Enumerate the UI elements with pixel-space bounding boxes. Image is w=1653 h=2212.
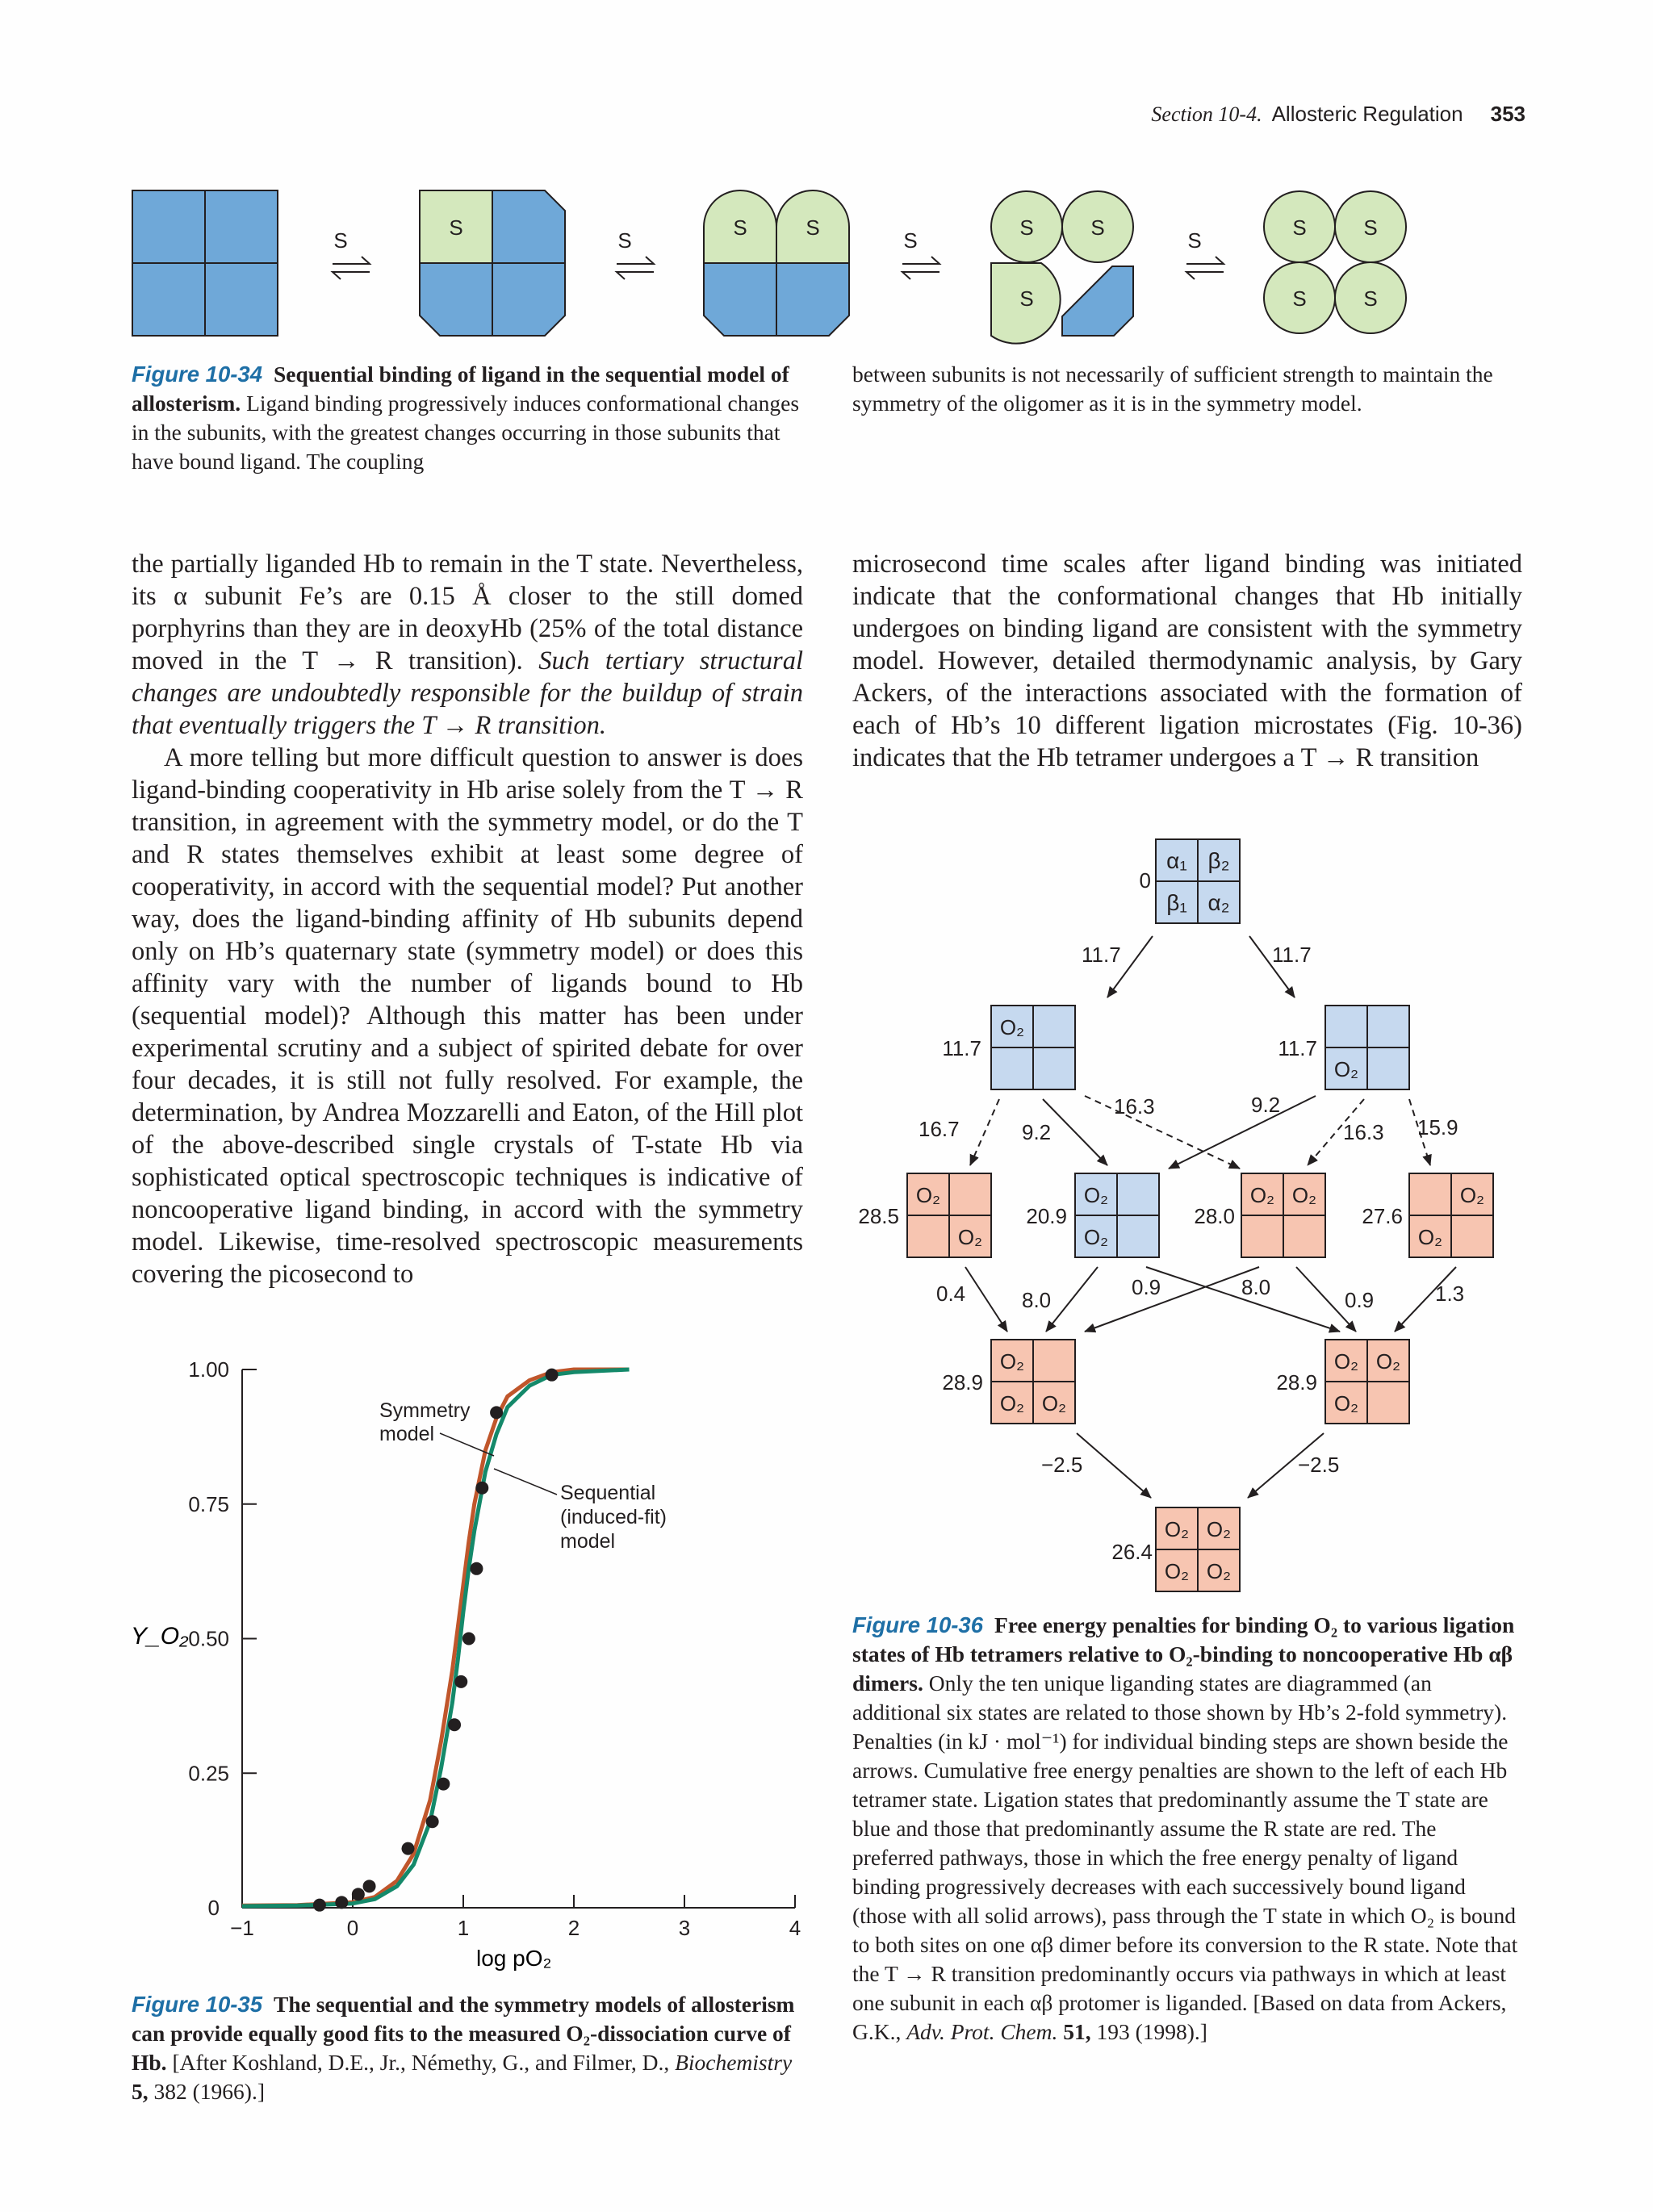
figure-10-35-number: Figure 10-35 <box>132 1992 263 2017</box>
svg-text:15.9: 15.9 <box>1417 1115 1458 1139</box>
svg-text:S: S <box>903 228 918 253</box>
annotation-symmetry-1: Symmetry <box>379 1399 471 1422</box>
figure-10-34-body-right: between subunits is not necessarily of sufficient strength to maintain the symmetry of the oligomer as it is in the symmetry model. <box>852 362 1493 416</box>
figure-10-36-number: Figure 10-36 <box>852 1612 984 1637</box>
svg-text:O₂: O₂ <box>1333 1057 1359 1081</box>
svg-text:16.3: 16.3 <box>1114 1094 1155 1119</box>
y-tick-label: 0 <box>207 1896 220 1920</box>
state-2b <box>1026 1173 1159 1257</box>
svg-text:β₁: β₁ <box>1166 890 1187 915</box>
svg-text:O₂: O₂ <box>1164 1559 1190 1583</box>
svg-text:O₂: O₂ <box>1206 1559 1232 1583</box>
svg-text:11.7: 11.7 <box>1272 943 1312 967</box>
figure-10-35-journal: Biochemistry <box>675 2050 793 2075</box>
svg-text:27.6: 27.6 <box>1362 1204 1403 1228</box>
left-paragraph-1-italic: Such tertiary structural changes are undoubtedly responsible for the buildup of strain that eventually triggers the T → R transition. <box>132 646 803 740</box>
header-title: Allosteric Regulation <box>1271 102 1463 126</box>
svg-text:S: S <box>1090 215 1105 240</box>
x-tick-label: 1 <box>457 1916 470 1940</box>
svg-text:S: S <box>733 215 747 240</box>
svg-text:S: S <box>1019 215 1034 240</box>
left-paragraph-2: A more telling but more difficult question to answer is does ligand-binding cooperativity in Hb arise solely from the T → R transition, in agreement with the symmetry model, or do the T and R states themselves exhibit at least some degree of cooperativity, in accord with the sequential model? Put another way, does the ligand-binding affinity of Hb subunits depend only on Hb’s quaternary state (symmetry model) or does this affinity vary with the number of ligands bound to Hb (sequential model)? Although this matter has been under experimental scrutiny and a subject of spirited debate for over four decades, it is still not fully resolved. For example, the determination, by Andrea Mozzarelli and Eaton, of the Hill plot of the above-described single crystals of T-state Hb via sophisticated optical spectroscopic techniques is indicative of noncooperative ligand binding, in accord with the symmetry model. Likewise, time-resolved spectroscopic measurements covering the picosecond to <box>132 743 803 1289</box>
svg-text:26.4: 26.4 <box>1111 1540 1153 1564</box>
figure-10-36-end: 193 (1998).] <box>1090 2019 1207 2044</box>
svg-text:O₂: O₂ <box>1333 1349 1359 1374</box>
svg-text:β₂: β₂ <box>1207 848 1230 873</box>
svg-text:0.9: 0.9 <box>1132 1275 1161 1299</box>
annotation-sequential-3: model <box>560 1530 616 1553</box>
figure-10-36-title: Free energy penalties for binding O₂ to various ligation states of Hb tetramers relative to O₂-binding to noncooperative Hb αβ dimers. <box>852 1612 1515 1696</box>
svg-text:0.9: 0.9 <box>1345 1288 1375 1312</box>
y-tick-label: 0.25 <box>188 1761 229 1786</box>
state-1-left <box>942 1006 1075 1089</box>
svg-text:8.0: 8.0 <box>1022 1288 1052 1312</box>
svg-text:S: S <box>1292 286 1307 311</box>
svg-text:9.2: 9.2 <box>1251 1093 1281 1117</box>
svg-text:16.3: 16.3 <box>1343 1120 1384 1144</box>
svg-text:9.2: 9.2 <box>1022 1120 1052 1144</box>
state-1-right <box>1278 1006 1409 1089</box>
svg-text:O₂: O₂ <box>1291 1183 1317 1207</box>
figure-10-36-journal: Adv. Prot. Chem. <box>906 2019 1058 2044</box>
svg-text:α₁: α₁ <box>1166 848 1187 873</box>
figure-10-35-citation-a: [After Koshland, D.E., Jr., Némethy, G., and Filmer, D., <box>172 2050 676 2075</box>
svg-text:O₂: O₂ <box>1417 1225 1443 1249</box>
svg-text:28.9: 28.9 <box>1276 1370 1317 1395</box>
state-3-right <box>1276 1340 1409 1424</box>
figure-10-36-body: Only the ten unique liganding states are diagrammed (an additional six states are related to those shown by Hb’s 2-fold symmetry). Penalties (in kJ · mol⁻¹) for individual binding steps are shown beside the arrows. Cumulative free energy penalties are shown to the left of each Hb tetramer state. Ligation states that predominantly assume the T state are blue and those that predominantly assume the R state are red. The preferred pathways, those in which the free energy penalty of ligand binding progressively decreases with each successively bound ligand (those with all solid arrows), pass through the T state in which O₂ is bound to both sites on one αβ dimer before its conversion to the R state. Note that the T → R transition predominantly occurs via pathways in which at least one subunit in each αβ protomer is liganded. [Based on data from Ackers, G.K., <box>852 1670 1518 2044</box>
svg-text:O₂: O₂ <box>1206 1517 1232 1541</box>
svg-text:S: S <box>1363 286 1378 311</box>
svg-text:S: S <box>333 228 348 253</box>
page-number: 353 <box>1490 102 1525 126</box>
svg-text:S: S <box>449 215 463 240</box>
svg-text:S: S <box>806 215 820 240</box>
svg-text:S: S <box>1292 215 1307 240</box>
svg-text:O₂: O₂ <box>1083 1183 1109 1207</box>
left-paragraph-1-text: the partially liganded Hb to remain in the T state. Nevertheless, its α subunit Fe’s are 0.15 Å closer to the still domed porphyrins than they are in deoxyHb (25% of the total distance moved in the T → R transition). <box>132 550 803 675</box>
state-fully-liganded <box>1111 1507 1240 1591</box>
svg-text:28.0: 28.0 <box>1194 1204 1235 1228</box>
y-tick-label: 1.00 <box>188 1357 229 1382</box>
svg-text:O₂: O₂ <box>999 1349 1025 1374</box>
x-tick-label: 2 <box>567 1916 580 1940</box>
x-tick-label: 4 <box>789 1916 801 1940</box>
x-tick-label: −1 <box>230 1916 254 1940</box>
figure-10-34-title: Sequential binding of ligand in the sequential model of allosterism. <box>132 362 789 416</box>
figure-10-35-volume: 5, <box>132 2079 149 2104</box>
svg-text:O₂: O₂ <box>957 1225 983 1249</box>
state-3-left <box>942 1340 1075 1424</box>
svg-text:11.7: 11.7 <box>1082 943 1121 967</box>
svg-text:O₂: O₂ <box>1164 1517 1190 1541</box>
svg-text:S: S <box>1187 228 1202 253</box>
svg-text:0: 0 <box>1139 868 1151 893</box>
svg-text:28.5: 28.5 <box>858 1204 899 1228</box>
x-tick-label: 0 <box>346 1916 359 1940</box>
svg-text:O₂: O₂ <box>1249 1183 1275 1207</box>
state-2a <box>858 1173 991 1257</box>
x-tick-label: 3 <box>678 1916 691 1940</box>
svg-text:O₂: O₂ <box>1459 1183 1485 1207</box>
svg-text:28.9: 28.9 <box>942 1370 983 1395</box>
annotation-sequential-1: Sequential <box>560 1482 656 1504</box>
svg-text:−2.5: −2.5 <box>1041 1453 1083 1477</box>
svg-text:S: S <box>617 228 632 253</box>
svg-text:O₂: O₂ <box>1375 1349 1401 1374</box>
svg-text:O₂: O₂ <box>915 1183 941 1207</box>
y-tick-label: 0.75 <box>188 1491 229 1516</box>
header-section: Section 10-4. <box>1151 102 1262 126</box>
y-tick-label: 0.50 <box>188 1626 229 1651</box>
figure-10-35-title: The sequential and the symmetry models of allosterism can provide equally good fits to the measured O₂-dissociation curve of Hb. <box>132 1992 795 2075</box>
svg-text:8.0: 8.0 <box>1241 1275 1271 1299</box>
svg-text:O₂: O₂ <box>999 1391 1025 1415</box>
figure-10-36-caption <box>852 1611 1522 2047</box>
svg-text:1.3: 1.3 <box>1435 1282 1465 1306</box>
state-unliganded <box>1140 839 1240 923</box>
figure-10-34-number: Figure 10-34 <box>132 362 263 387</box>
figure-10-36-volume: 51, <box>1063 2019 1091 2044</box>
figure-10-35-citation-b: 382 (1966).] <box>148 2079 265 2104</box>
svg-text:16.7: 16.7 <box>919 1117 960 1141</box>
svg-text:11.7: 11.7 <box>1278 1036 1317 1060</box>
annotation-symmetry-2: model <box>379 1423 435 1445</box>
state-2c <box>1194 1173 1325 1257</box>
svg-text:S: S <box>1363 215 1378 240</box>
svg-text:0.4: 0.4 <box>936 1282 966 1306</box>
annotation-sequential-2: (induced-fit) <box>560 1506 667 1528</box>
svg-text:O₂: O₂ <box>999 1015 1025 1039</box>
svg-text:20.9: 20.9 <box>1026 1204 1067 1228</box>
svg-text:α₂: α₂ <box>1207 890 1230 915</box>
figure-10-34-body-left: Ligand binding progressively induces conformational changes in the subunits, with the greatest changes occurring in those subunits that have bound ligand. The coupling <box>132 391 800 474</box>
x-axis-label: log pO₂ <box>476 1946 552 1971</box>
svg-text:11.7: 11.7 <box>942 1036 981 1060</box>
svg-text:O₂: O₂ <box>1333 1391 1359 1415</box>
right-paragraph-1: microsecond time scales after ligand binding was initiated indicate that the conformational changes that Hb initially undergoes on binding ligand are consistent with the symmetry model. However, detailed thermodynamic analysis, by Gary Ackers, of the interactions associated with the formation of each of Hb’s 10 different ligation microstates (Fig. 10-36) indicates that the Hb tetramer undergoes a T → R transition <box>852 550 1522 772</box>
svg-text:S: S <box>1019 286 1034 311</box>
svg-text:O₂: O₂ <box>1041 1391 1067 1415</box>
y-axis-label: Y_O₂ <box>131 1623 189 1650</box>
svg-text:O₂: O₂ <box>1083 1225 1109 1249</box>
svg-text:−2.5: −2.5 <box>1298 1453 1340 1477</box>
state-2d <box>1362 1173 1493 1257</box>
